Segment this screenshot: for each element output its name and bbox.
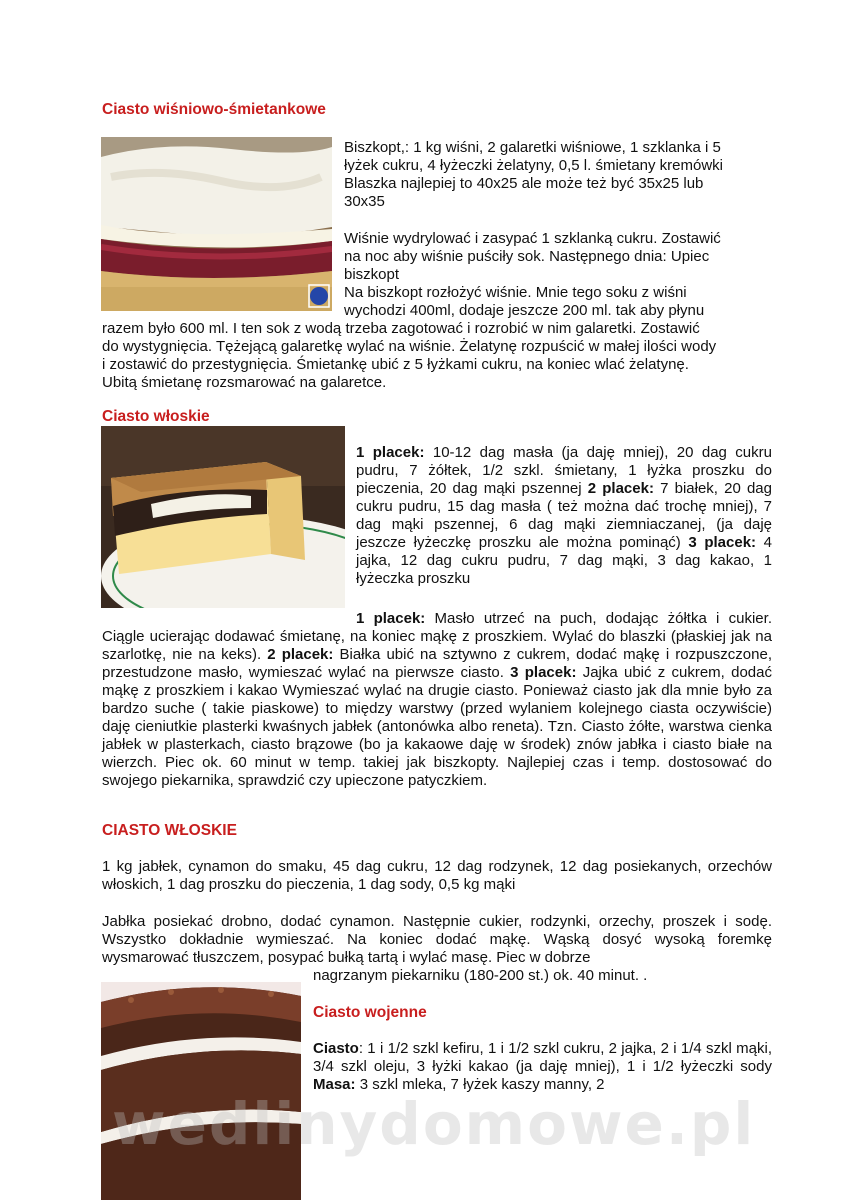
cherry-cake-ingredients bbox=[344, 139, 772, 211]
text-span: Białka ubić na sztywno z cukrem, dodać mąkę i rozpuszczone, przestudzone masło, wymieszać wylać na pierwsze ciasto. bbox=[102, 646, 772, 681]
label-placek-2: 2 placek: bbox=[587, 480, 654, 497]
text-line: do wystygnięcia. Tężejącą galaretkę wylać na wiśnie. Żelatynę rozpuścić w małej ilości wody bbox=[102, 338, 717, 355]
label-masa: Masa: bbox=[313, 1076, 356, 1093]
label-placek-1: 1 placek: bbox=[356, 444, 425, 461]
text-line: 30x35 bbox=[344, 193, 385, 210]
cherry-cake-method-full bbox=[102, 320, 772, 392]
text-line: wychodzi 400ml, dodaje jeszcze 200 ml. tak aby płynu bbox=[344, 302, 705, 319]
text-span: 4 jajka, 12 dag cukru pudru, 7 dag mąki, 3 dag kakao, 1 łyżeczka proszku bbox=[356, 534, 772, 587]
label-ciasto: Ciasto bbox=[313, 1040, 359, 1057]
text-line: Ubitą śmietanę rozsmarować na galaretce. bbox=[102, 374, 387, 391]
italian-cake-2-method-end: nagrzanym piekarniku (180-200 st.) ok. 40 minut. . bbox=[313, 967, 648, 984]
text-span: 3 szkl mleka, 7 łyżek kaszy manny, 2 bbox=[355, 1076, 605, 1093]
war-cake-text bbox=[313, 1040, 772, 1094]
text-span: : 1 i 1/2 szkl kefiru, 1 i 1/2 szkl cukru, 2 jajka, 2 i 1/4 szkl mąki, 3/4 szkl oleju, 3 łyżki kakao (ja daję mniej), 1 i 1/2 łyżeczki sody bbox=[313, 1040, 772, 1075]
cherry-cake-method-wrapped bbox=[344, 230, 772, 320]
text-line: Blaszka najlepiej to 40x25 ale może też być 35x25 lub bbox=[344, 175, 704, 192]
text-span: 7 białek, 20 dag cukru pudru, 15 dag masła ( też można dać trochę mniej), 7 dag mąki pszennej, 6 dag mąki ziemniaczanej, (ja daję jeszcze łyżeczkę proszku ale można pominąć) bbox=[356, 480, 772, 551]
text-span: 10-12 dag masła (ja daję mniej), 20 dag cukru pudru, 7 żółtek, 1/2 szkl. śmietany, 1 łyżka proszku do pieczenia, 20 dag mąki pszennej bbox=[356, 444, 772, 497]
label-placek-2: 2 placek: bbox=[267, 646, 334, 663]
label-placek-3: 3 placek: bbox=[688, 534, 757, 551]
label-placek-1: 1 placek: bbox=[356, 610, 426, 627]
text-span: Masło utrzeć na puch, dodając żółtka i cukier. Ciągle ucierając dodawać śmietanę, na koniec mąkę z proszkiem. Wylać do blaszki (płaskiej jak na szarlotkę, nie na keks). bbox=[102, 610, 772, 663]
italian-cake-2-method: Jabłka posiekać drobno, dodać cynamon. Następnie cukier, rodzynki, orzechy, proszek i sodę. Wszystko dokładnie wymieszać. Na koniec dodać mąkę. Wąską dosyć wysoką foremkę wysmarować tłuszczem, posypać bułką tartą i wylać masę. Piec w dobrze bbox=[102, 913, 772, 966]
text-line: biszkopt bbox=[344, 266, 400, 283]
text-span: Jajka ubić z cukrem, dodać mąkę z proszkiem i kakao Wymieszać wylać na drugie ciasto. Ponieważ ciasto jak dla mnie było za bardzo suche ( takie piaskowe) to między warstwy (przed wylaniem kolejnego ciasta oczywiście) daję cieniutkie plasterki kwaśnych jabłek (antonówka albo reneta). Tzn. Ciasto żółte, warstwa cienka jabłek w plasterkach, ciasto brązowe (bo ja kakaowe daję w środek) znów jabłka i ciasto białe na wierzch. Piec ok. 60 minut w temp. takiej jak biszkopty. Najlepiej czas i temp. dostosować do swojego piekarnika, sprawdzić czy upieczone patyczkiem. bbox=[102, 664, 772, 789]
text-line: Na biszkopt rozłożyć wiśnie. Mnie tego soku z wiśni bbox=[344, 284, 687, 301]
watermark: wedlinydomowe.pl bbox=[112, 1090, 756, 1158]
text-line: łyżek cukru, 4 łyżeczki żelatyny, 0,5 l. śmietany kremówki bbox=[344, 157, 724, 174]
text-line: na noc aby wiśnie puściły sok. Następnego dnia: Upiec bbox=[344, 248, 710, 265]
italian-cake-ingredients bbox=[356, 444, 772, 588]
recipe-title-cherry-cream-cake: Ciasto wiśniowo-śmietankowe bbox=[102, 101, 326, 118]
recipe-title-italian-cake: Ciasto włoskie bbox=[102, 408, 210, 425]
text-line: i zostawić do przestygnięcia. Śmietankę ubić z 5 łyżkami cukru, na koniec wlać żelatynę. bbox=[102, 356, 689, 373]
recipe-title-war-cake: Ciasto wojenne bbox=[313, 1004, 427, 1021]
text-line: razem było 600 ml. I ten sok z wodą trzeba zagotować i rozrobić w nim galaretki. Zostawić bbox=[102, 320, 700, 337]
text-line: Biszkopt,: 1 kg wiśni, 2 galaretki wiśniowe, 1 szklanka i 5 bbox=[344, 139, 721, 156]
recipe-title-italian-cake-2: CIASTO WŁOSKIE bbox=[102, 822, 237, 839]
label-placek-3: 3 placek: bbox=[510, 664, 577, 681]
italian-cake-photo bbox=[101, 426, 345, 608]
cherry-cream-cake-photo bbox=[101, 137, 332, 311]
italian-cake-method bbox=[102, 610, 772, 790]
italian-cake-2-ingredients: 1 kg jabłek, cynamon do smaku, 45 dag cukru, 12 dag rodzynek, 12 dag posiekanych, orzechów włoskich, 1 dag proszku do pieczenia, 1 dag sody, 0,5 kg mąki bbox=[102, 858, 772, 893]
text-line: Wiśnie wydrylować i zasypać 1 szklanką cukru. Zostawić bbox=[344, 230, 721, 247]
